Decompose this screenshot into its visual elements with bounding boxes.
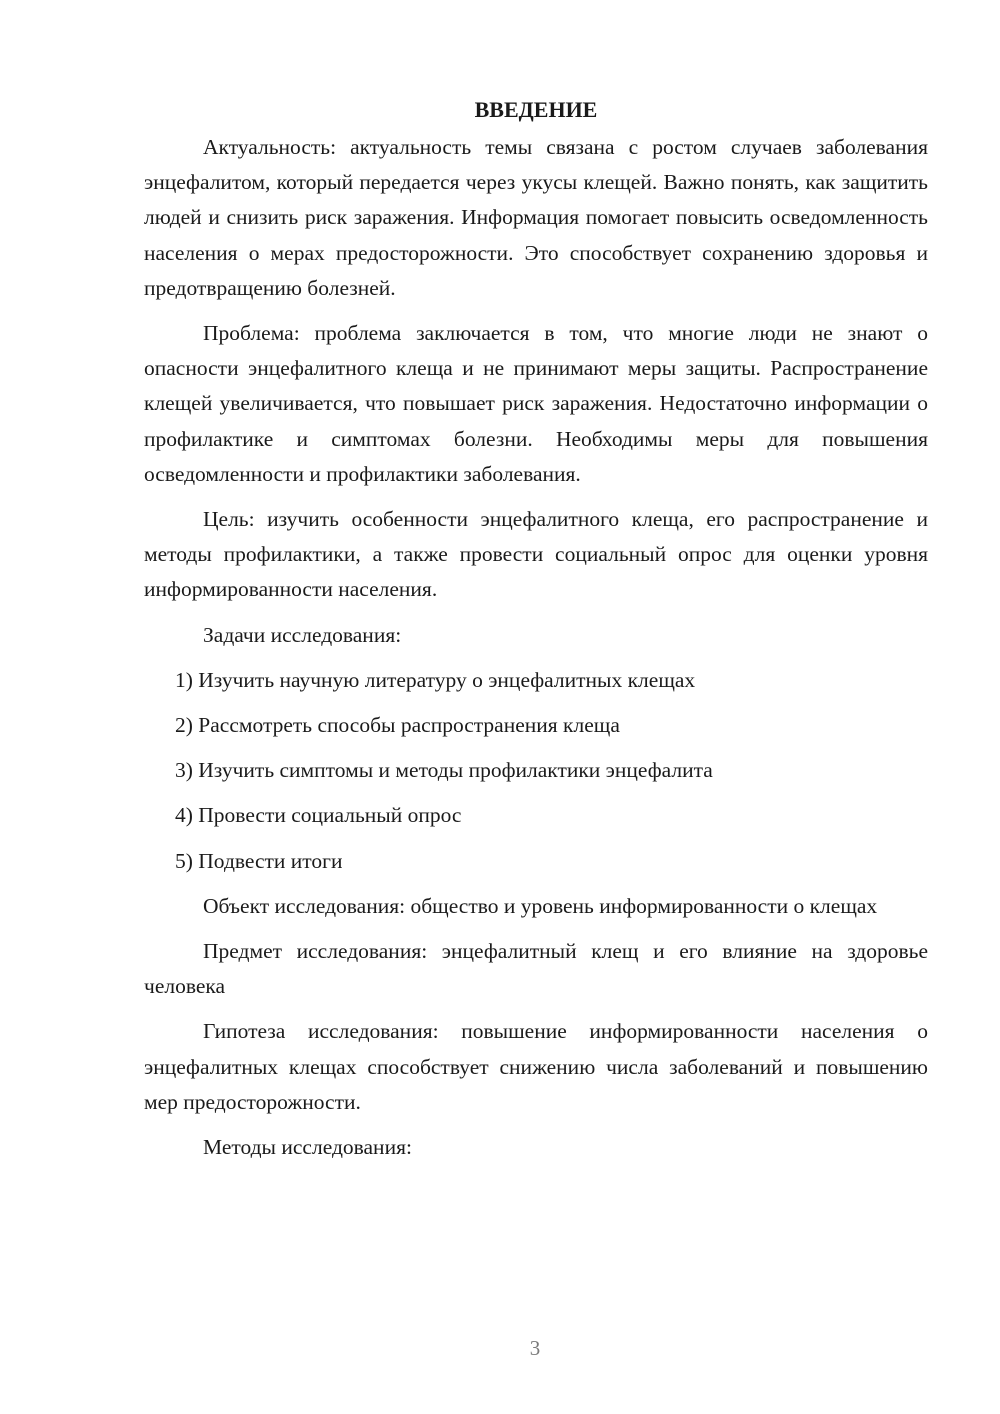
- task-item: 4) Провести социальный опрос: [175, 803, 462, 828]
- hypothesis-paragraph: Гипотеза исследования: повышение информированности населения о энцефалитных клещах способствует снижению числа заболеваний и повышению мер предосторожности.: [144, 1019, 928, 1114]
- relevance-paragraph: Актуальность: актуальность темы связана с ростом случаев заболевания энцефалитом, который передается через укусы клещей. Важно понять, как защитить людей и снизить риск заражения. Информация помогает повысить осведомленность населения о мерах предосторожности. Это способствует сохранению здоровья и предотвращению болезней.: [144, 135, 928, 300]
- task-item: 5) Подвести итоги: [175, 848, 343, 873]
- goal-paragraph: Цель: изучить особенности энцефалитного клеща, его распространение и методы профилактики, а также провести социальный опрос для оценки уровня информированности населения.: [144, 507, 928, 602]
- tasks-heading: Задачи исследования:: [203, 622, 402, 647]
- methods-heading: Методы исследования:: [203, 1135, 412, 1160]
- subject-paragraph: Предмет исследования: энцефалитный клещ и его влияние на здоровье человека: [144, 939, 928, 999]
- problem-paragraph: Проблема: проблема заключается в том, что многие люди не знают о опасности энцефалитного клеща и не принимают меры защиты. Распространение клещей увеличивается, что повышает риск заражения. Недостаточно информации о профилактике и симптомах болезни. Необходимы меры для повышения осведомленности и профилактики заболевания.: [144, 321, 928, 486]
- task-item: 1) Изучить научную литературу о энцефалитных клещах: [175, 667, 696, 692]
- document-page: [144, 95, 928, 1175]
- section-title: ВВЕДЕНИЕ: [474, 97, 598, 122]
- task-item: 2) Рассмотреть способы распространения клеща: [175, 713, 620, 738]
- page-number: 3: [529, 1336, 541, 1360]
- task-item: 3) Изучить симптомы и методы профилактики энцефалита: [175, 758, 713, 783]
- tasks-list: [144, 663, 928, 879]
- object-paragraph: Объект исследования: общество и уровень информированности о клещах: [203, 893, 878, 918]
